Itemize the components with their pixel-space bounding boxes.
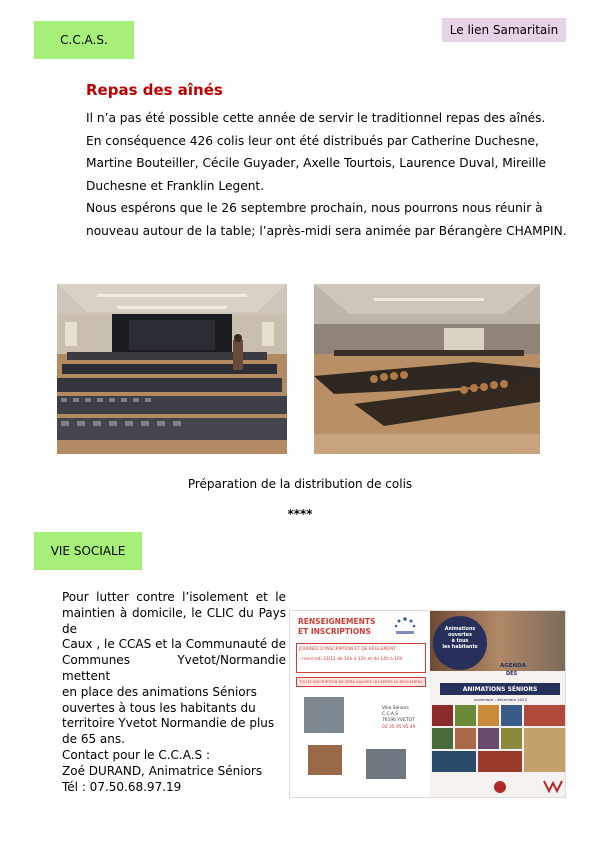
flyer-tile bbox=[478, 751, 522, 772]
flyer-badge-text bbox=[436, 627, 484, 651]
vie-sociale-line: Communes Yvetot/Normandie mettent bbox=[62, 653, 286, 683]
flyer-tile bbox=[524, 705, 565, 726]
vie-sociale-line: en place des animations Séniors bbox=[62, 684, 257, 699]
paragraph-line: Duchesne et Franklin Legent. bbox=[86, 178, 265, 193]
flyer-address: C.C.A.S bbox=[382, 712, 399, 717]
flyer-tile bbox=[455, 728, 476, 749]
paragraph-line: Il n’a pas été possible cette année de servir le traditionnel repas des aînés. bbox=[86, 111, 546, 125]
flyer-agenda: AGENDA bbox=[500, 663, 526, 669]
building-photo bbox=[304, 697, 344, 733]
vie-sociale-line: Pour lutter contre l’isolement et le bbox=[62, 590, 286, 604]
hall-photo-stage bbox=[57, 284, 287, 454]
yvetot-logo-icon bbox=[542, 779, 564, 795]
flyer-badge-line: Animations bbox=[444, 627, 476, 632]
vie-sociale-line: territoire Yvetot Normandie de plus bbox=[62, 716, 275, 731]
flyer-badge-line: les habitants bbox=[442, 645, 478, 650]
paragraph-line: nouveau autour de la table; l’après-midi sera animée par Bérangère CHAMPIN. bbox=[86, 223, 567, 238]
vie-sociale-text bbox=[62, 590, 286, 795]
flyer-tile bbox=[478, 705, 499, 726]
paragraph-line: En conséquence 426 colis leur ont été distribués par Catherine Duchesne, bbox=[86, 133, 539, 148]
paragraph-line: Nous espérons que le 26 septembre prochain, nous pourrons nous réunir à bbox=[86, 201, 543, 215]
flyer-tile bbox=[432, 705, 453, 726]
flyer-right-panel bbox=[430, 611, 566, 798]
vie-sociale-tag bbox=[34, 532, 142, 570]
flyer-phone: 02 35 95 95 49 bbox=[382, 725, 416, 730]
flyer-title: RENSEIGNEMENTS bbox=[298, 617, 376, 626]
flyer-info-line: › mercredi 23/12 de 10h à 12h et de 14h à 16h bbox=[299, 657, 403, 662]
flyer-warning: TOUTE INSCRIPTION NE SERA VALIDÉE QU’APRÈS LE RÈGLEMENT. bbox=[299, 679, 424, 684]
vie-sociale-tag-label: VIE SOCIALE bbox=[50, 544, 126, 558]
logo-icon bbox=[390, 615, 420, 637]
publication-tag bbox=[442, 18, 566, 42]
ccas-logo-icon bbox=[490, 779, 510, 795]
flyer-agenda: DES bbox=[506, 671, 518, 677]
vie-sociale-line: de 65 ans. bbox=[62, 732, 125, 747]
animations-flyer bbox=[289, 610, 566, 798]
flyer-tile bbox=[432, 728, 453, 749]
flyer-left-panel bbox=[290, 611, 430, 798]
flyer-tile bbox=[432, 751, 476, 772]
flyer-period: novembre - décembre 2020 bbox=[474, 697, 527, 702]
flyer-banner: ANIMATIONS SÉNIORS bbox=[440, 683, 560, 695]
flyer-title: ET INSCRIPTIONS bbox=[298, 627, 371, 636]
vie-sociale-line: maintien à domicile, le CLIC du Pays de bbox=[62, 605, 286, 636]
vie-sociale-line: Caux , le CCAS et la Communauté de bbox=[62, 637, 286, 652]
flyer-tile bbox=[478, 728, 499, 749]
flyer-tile bbox=[455, 705, 476, 726]
building-photo bbox=[308, 745, 342, 775]
vie-sociale-line: Contact pour le C.C.A.S : bbox=[62, 747, 211, 762]
flyer-tile bbox=[501, 705, 522, 726]
flyer-info-line: JOURNÉE D’INSCRIPTION ET DE RÈGLEMENT : bbox=[299, 647, 399, 652]
flyer-tile bbox=[524, 728, 565, 772]
flyer-badge-line: à tous bbox=[451, 639, 469, 644]
flyer-address: 76190 YVETOT bbox=[382, 718, 415, 723]
flyer-address: Villa Séniors bbox=[382, 706, 409, 711]
paragraph-line: Martine Bouteiller, Cécile Guyader, Axelle Tourtois, Laurence Duval, Mireille bbox=[86, 156, 547, 170]
building-photo bbox=[366, 749, 406, 779]
hall-photo-tables bbox=[314, 284, 540, 454]
section-title: Repas des aînés bbox=[86, 81, 223, 99]
hall-photo-stage-illustration bbox=[57, 284, 287, 454]
publication-tag-label: Le lien Samaritain bbox=[449, 23, 559, 37]
ccas-tag-label: C.C.A.S. bbox=[60, 33, 108, 47]
separator: **** bbox=[287, 507, 313, 521]
vie-sociale-line: Tél : 07.50.68.97.19 bbox=[62, 779, 182, 794]
vie-sociale-line: Zoé DURAND, Animatrice Séniors bbox=[62, 763, 263, 778]
flyer-badge-line: ouvertes bbox=[448, 633, 472, 638]
flyer-tile bbox=[501, 728, 522, 749]
photo-caption: Préparation de la distribution de colis bbox=[187, 477, 413, 491]
vie-sociale-line: ouvertes à tous les habitants du bbox=[62, 700, 256, 715]
hall-photo-tables-illustration bbox=[314, 284, 540, 454]
ccas-tag bbox=[34, 21, 134, 59]
